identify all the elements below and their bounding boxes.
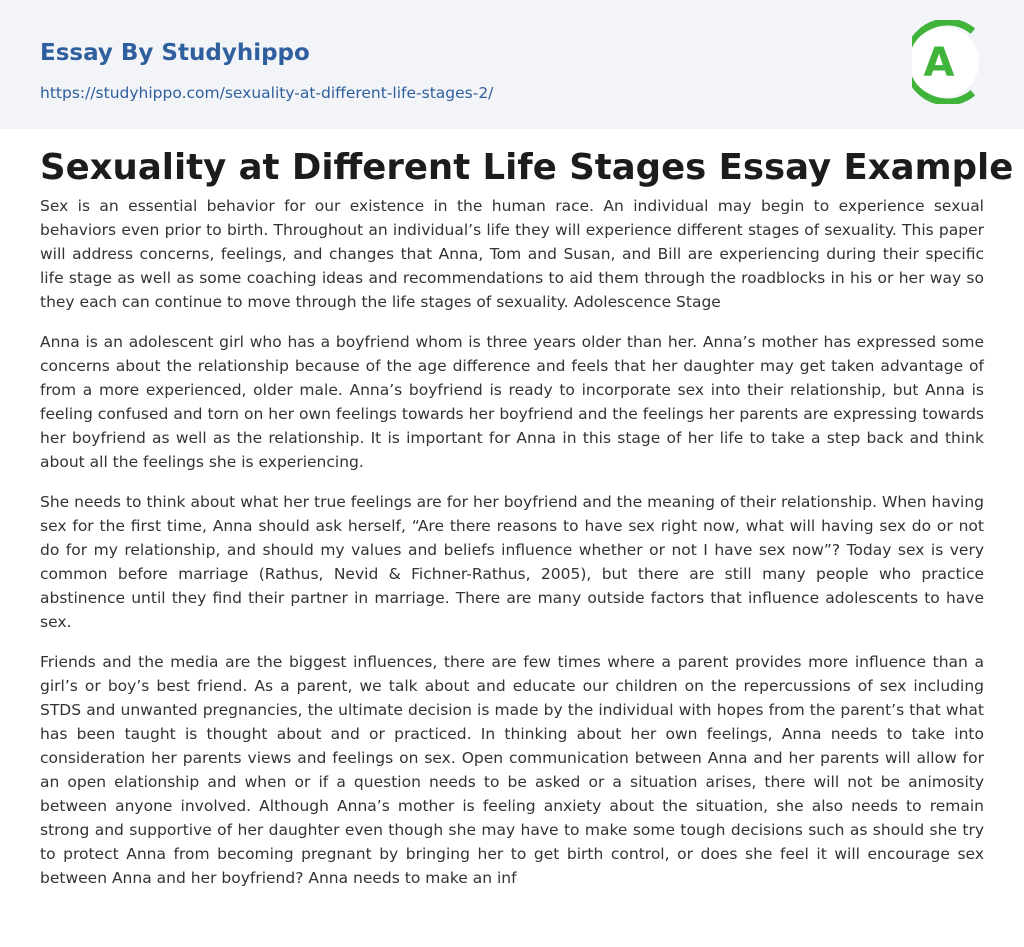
paragraph: She needs to think about what her true feelings are for her boyfriend and the meaning of their relationship. When having sex for the first time, Anna should ask herself, “Are there reasons to have sex right now, what will having sex do or not do for my relationship, and should my values and beliefs influence whether or not I have sex now”? Today sex is very common before marriage (Rathus, Nevid & Fichner-Rathus, 2005), but there are still many people who practice abstinence until they find their partner in marriage. There are many outside factors that influence adolescents to have sex. [40, 493, 984, 631]
page-title: Sexuality at Different Life Stages Essay Example [40, 147, 1014, 188]
studyhippo-logo-icon[interactable] [912, 20, 986, 104]
site-brand[interactable]: Essay By Studyhippo [40, 40, 310, 66]
essay-body [40, 194, 984, 890]
paragraph: Sex is an essential behavior for our existence in the human race. An individual may begin to experience sexual behaviors even prior to birth. Throughout an individual’s life they will experience different stages of sexuality. This paper will address concerns, feelings, and changes that Anna, Tom and Susan, and Bill are experiencing during their specific life stage as well as some coaching ideas and recommendations to aid them through the roadblocks in his or her way so they each can continue to move through the life stages of sexuality. Adolescence Stage [40, 197, 984, 311]
paragraph: Friends and the media are the biggest influences, there are few times where a parent provides more influence than a girl’s or boy’s best friend. As a parent, we talk about and educate our children on the repercussions of sex including STDS and unwanted pregnancies, the ultimate decision is made by the individual with hopes from the parent’s that what has been taught is thought about and or practiced. In thinking about her own feelings, Anna needs to take into consideration her parents views and feelings on sex. Open communication between Anna and her parents will allow for an open elationship and when or if a question needs to be asked or a situation arises, there will not be animosity between anyone involved. Although Anna’s mother is feeling anxiety about the situation, she also needs to remain strong and supportive of her daughter even though she may have to make some tough decisions such as should she try to protect Anna from becoming pregnant by bringing her to get birth control, or does she feel it will encourage sex between Anna and her boyfriend? Anna needs to make an inf [40, 653, 984, 887]
logo-letter: A [923, 40, 955, 86]
paragraph: Anna is an adolescent girl who has a boyfriend whom is three years older than her. Anna’s mother has expressed some concerns about the relationship because of the age difference and feels that her daughter may get taken advantage of from a more experienced, older male. Anna’s boyfriend is ready to incorporate sex into their relationship, but Anna is feeling confused and torn on her own feelings towards her boyfriend and the feelings her parents are expressing towards her boyfriend as well as the relationship. It is important for Anna in this stage of her life to take a step back and think about all the feelings she is experiencing. [40, 333, 984, 471]
site-header [0, 0, 1024, 129]
source-url-link[interactable]: https://studyhippo.com/sexuality-at-different-life-stages-2/ [40, 84, 494, 102]
